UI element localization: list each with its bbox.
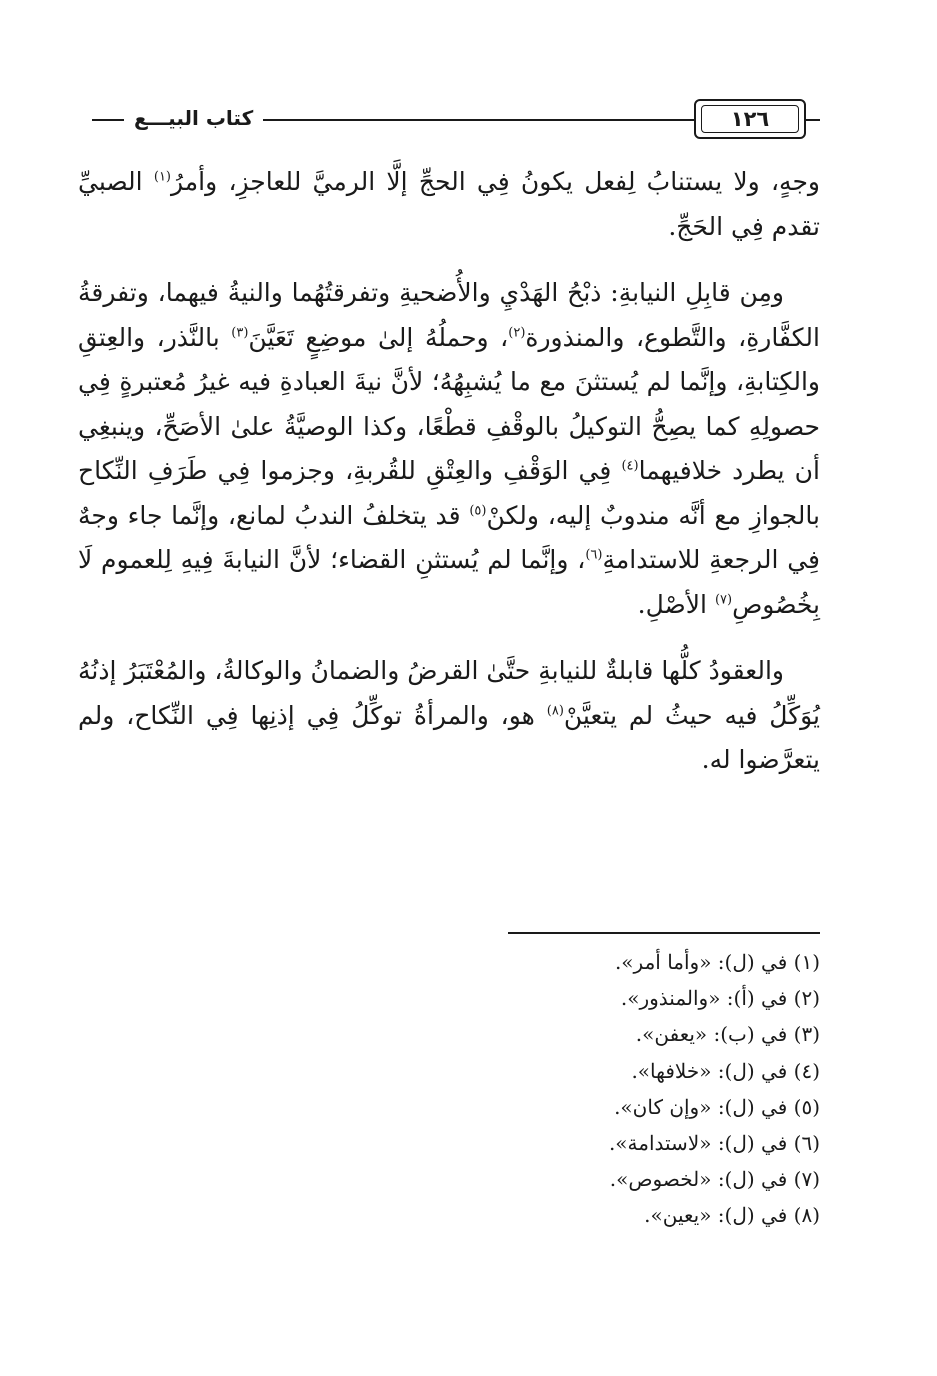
page-number-frame [694,99,806,139]
paragraph-1 [78,160,820,249]
footnote-ref-2: (٢) [508,325,526,341]
page-number: ١٢٦ [701,105,799,133]
footnote-separator [508,932,820,934]
paragraph-2-text-b: ، وحملُهُ إلىٰ موضِعٍ تَعَيَّنَ [248,322,509,352]
footnote-ref-1: (١) [153,169,171,185]
footnote-ref-8: (٨) [546,703,564,719]
footnote-ref-6: (٦) [585,547,603,563]
paragraph-2-text-c: بالنَّذر، والعِتقِ والكِتابةِ، وإنَّما لم يُستثنَ مع ما يُشبِهُهُ؛ لأنَّ نيةَ العبادةِ فيه غيرُ مُعتبرةٍ فِي حصولِهِ كما يصِحُّ التوكيلُ بالوقْفِ قطْعًا، وكذا الوصيَّةُ علىٰ الأصَحِّ، وينبغِي أن يطرد خلافيهما [78,322,820,485]
footnote-item: (٢) في (أ): «والمنذور». [620,986,820,1011]
footnotes-list [78,944,820,1234]
paragraph-3-text-b: هو، والمرأةُ توكِّلُ فِي إذنِها فِي النِّكاح، ولم يتعرَّضوا له. [78,700,820,774]
paragraph-2-text-d: فِي الوَقْفِ والعِتْقِ للقُربةِ، وجزموا فِي طَرَفِ النِّكاح بالجوازِ مع أنَّه مندوبٌ إليه، ولكنْ [78,456,820,530]
footnote-item: (٥) في (ل): «وإن كان». [614,1094,820,1119]
paragraph-2-text-g: الأصْلِ. [637,589,715,619]
paragraph-2-text-a: ومِن قابِلِ النيابةِ: ذبْحُ الهَدْيِ والأُضحيةِ وتفرقتُهُما والنيةُ فيهما، وتفرقةُ الكفَّارةِ، والتَّطوع، والمنذورة [78,278,820,352]
book-page [78,96,820,1316]
footnote-ref-4: (٤) [621,458,639,474]
footnote-ref-3: (٣) [231,325,249,341]
footnote-item: (١) في (ل): «وأما أمر». [614,950,820,974]
paragraph-3 [78,649,820,783]
page-header [78,96,820,146]
footnote-ref-7: (٧) [714,592,733,608]
footnote-item: (٨) في (ل): «يعين». [644,1203,820,1228]
footnote-item: (٧) في (ل): «لخصوص». [609,1167,820,1192]
paragraph-2-text-f: ، وإنَّما لم يُستثنِ القضاء؛ لأنَّ النيابةَ فِيهِ لِلعموم لَا بِخُصُوصِ [78,545,820,619]
footnote-item: (٣) في (ب): «يعفن». [635,1022,820,1047]
footnote-item: (٦) في (ل): «لاستدامة». [608,1131,820,1156]
paragraph-1-text-b: الصبيِّ تقدم فِي الحَجِّ. [78,167,820,241]
running-title: كتاب البيـــع [124,103,263,133]
paragraph-2-text-e: قد يتخلفُ الندبُ لمانع، وإنَّما جاء وجهٌ فِي الرجعةِ للاستدامةِ [78,500,820,574]
paragraph-1-text-a: وجهٍ، ولا يستنابُ لِفعل يكونُ فِي الحجِّ إلَّا الرميَّ للعاجزِ، وأمرُ [171,167,820,196]
footnote-ref-5: (٥) [469,503,487,519]
paragraph-3-text-a: والعقودُ كلُّها قابلةٌ للنيابةِ حتَّىٰ القرضُ والضمانُ والوكالةُ، والمُعْتَبَرُ إذنُهُ يُوَكِّلُ فيه حيثُ لم يتعيَّنْ [78,656,820,730]
paragraph-2 [78,271,820,627]
main-text [78,160,820,805]
footnote-item: (٤) في (ل): «خلافها». [631,1058,820,1083]
